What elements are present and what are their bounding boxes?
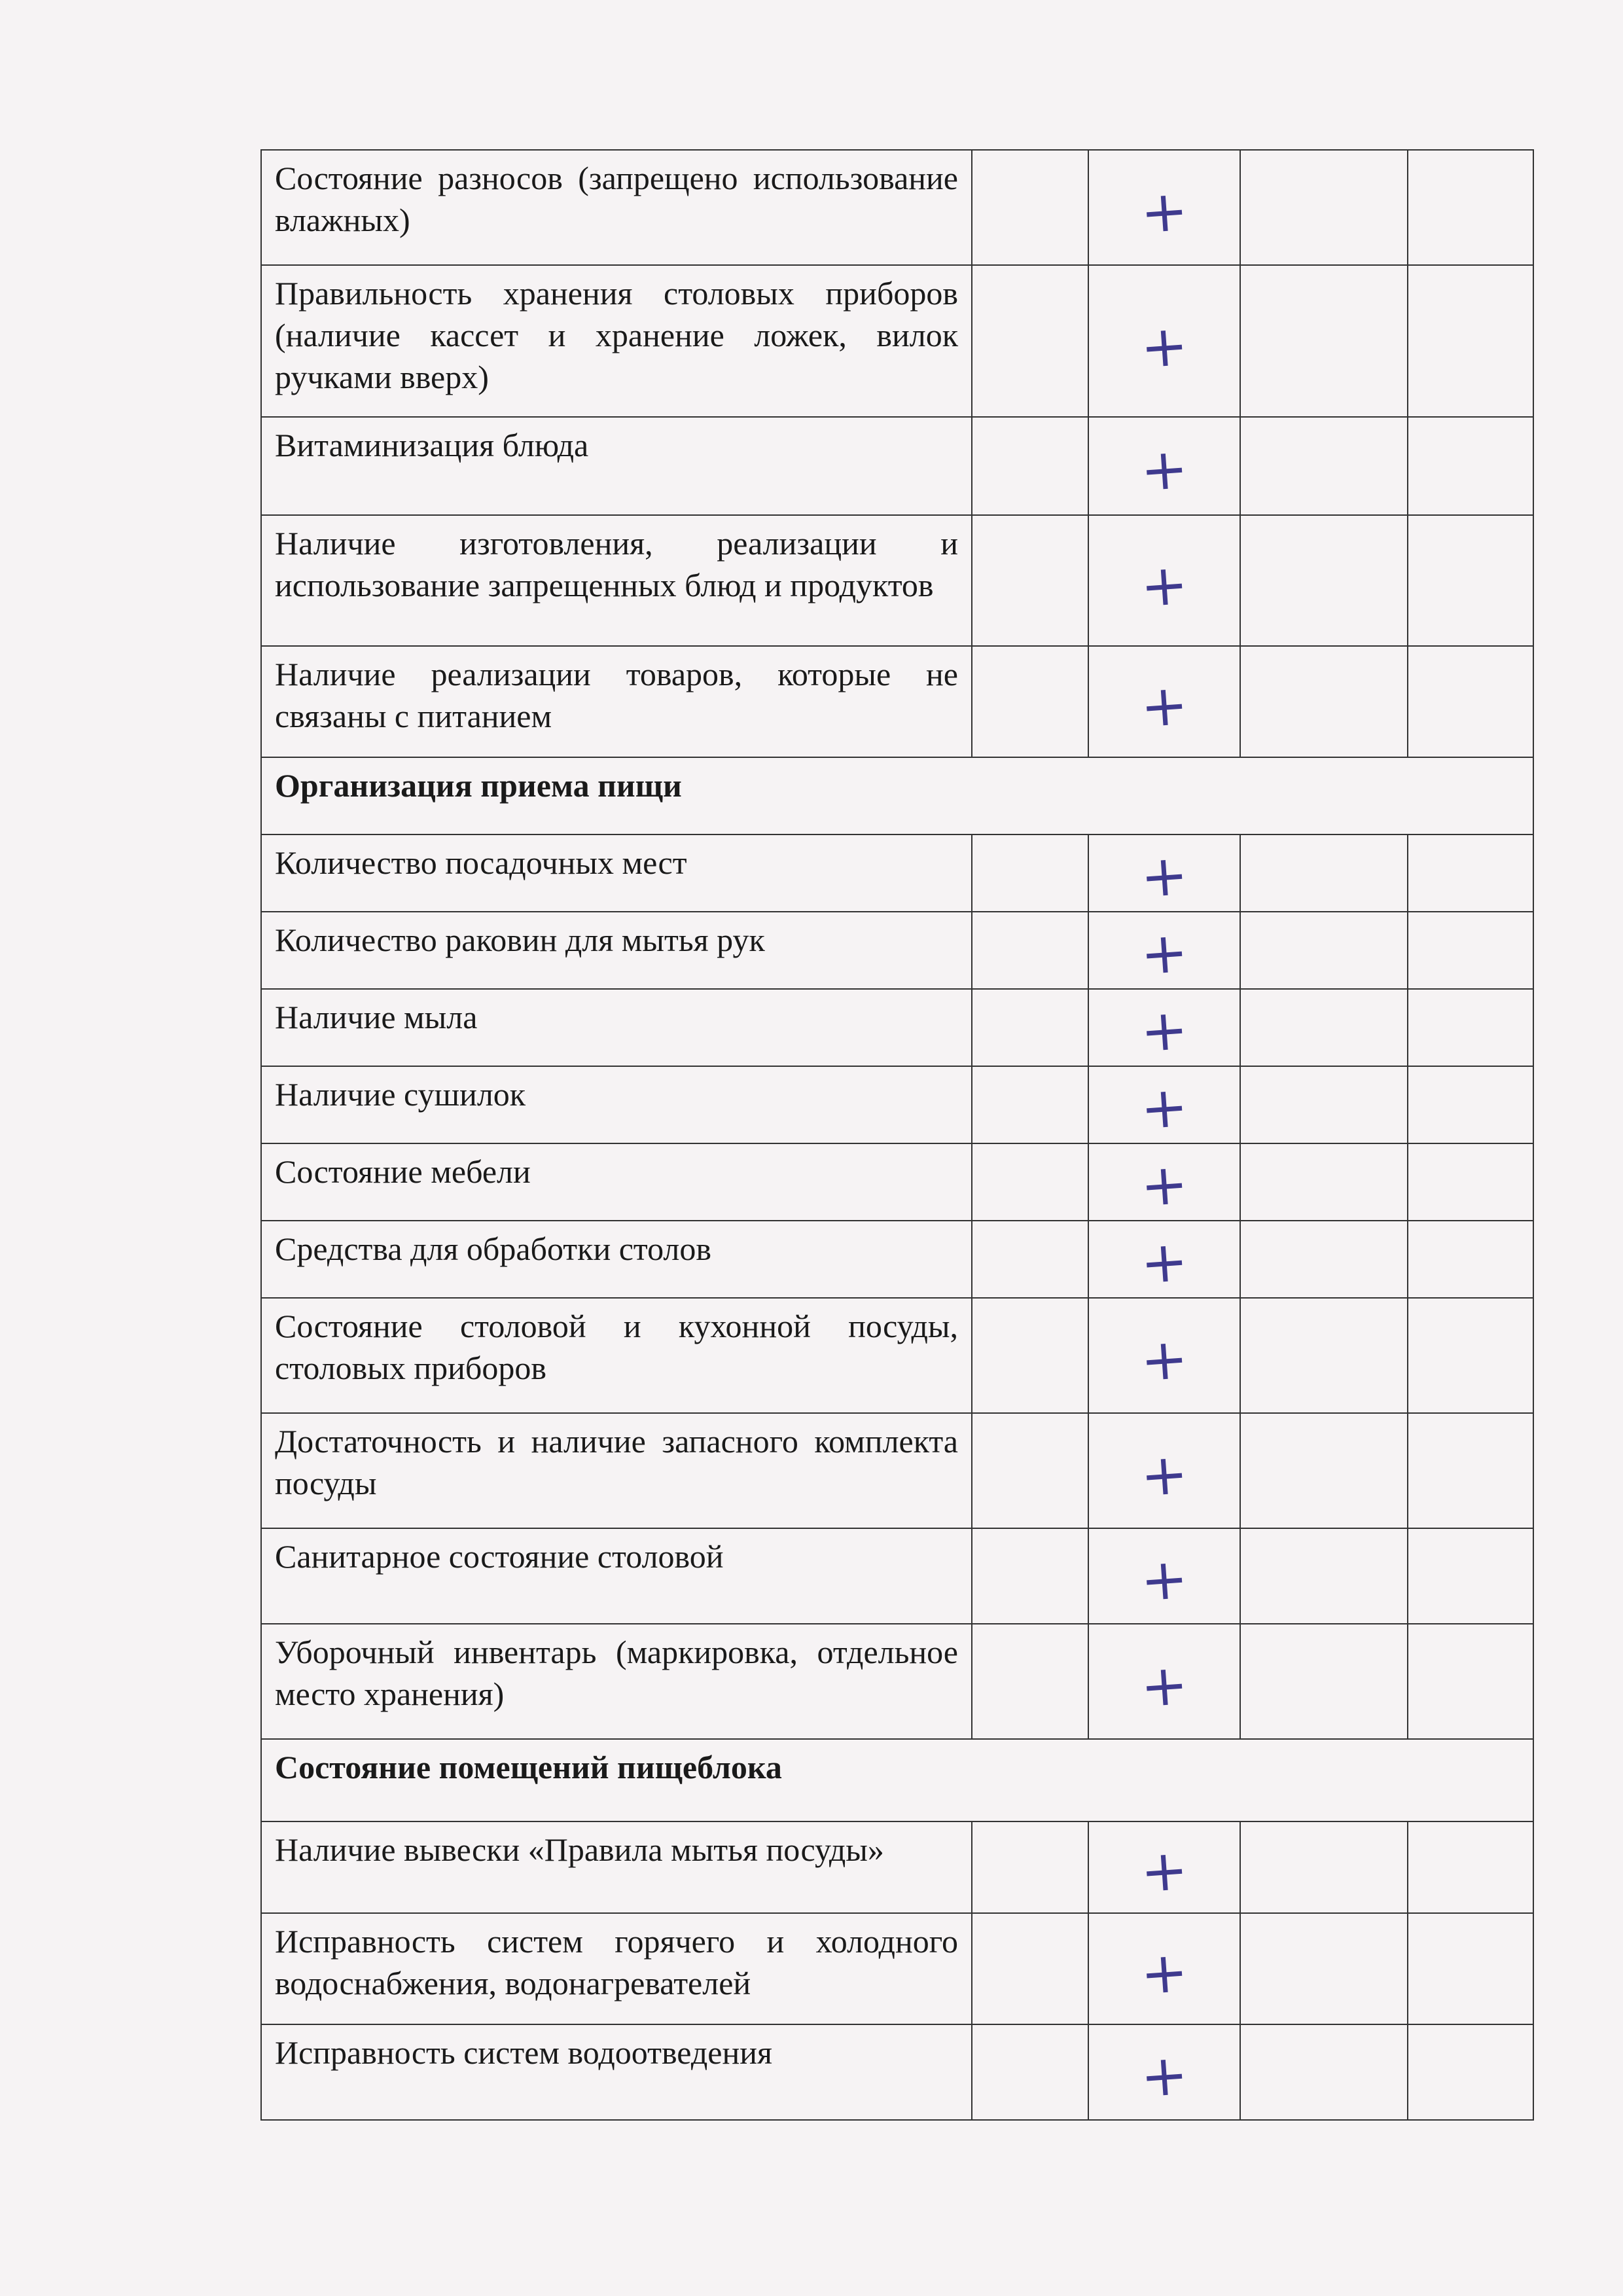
mark-cell-empty <box>1408 1624 1533 1739</box>
checklist-row <box>261 2024 1533 2120</box>
criterion-text: Состояние разносов (запрещено использование влажных) <box>261 150 972 265</box>
checklist-row <box>261 1298 1533 1413</box>
mark-cell-empty <box>972 1624 1088 1739</box>
mark-cell-empty <box>972 1298 1088 1413</box>
criterion-text: Состояние столовой и кухонной посуды, столовых приборов <box>261 1298 972 1413</box>
criterion-text: Наличие мыла <box>261 989 972 1066</box>
mark-cell-empty <box>1240 1221 1408 1298</box>
handwritten-plus-mark: + <box>1138 1151 1190 1220</box>
section-header-row <box>261 757 1533 834</box>
mark-cell-empty <box>1240 1143 1408 1221</box>
mark-cell-empty <box>1240 1821 1408 1913</box>
mark-cell-empty <box>1408 265 1533 417</box>
checklist-row <box>261 1624 1533 1739</box>
mark-cell-empty <box>1408 1821 1533 1913</box>
checklist-row <box>261 1143 1533 1221</box>
mark-cell-empty <box>972 1066 1088 1143</box>
mark-cell-empty <box>1408 646 1533 757</box>
mark-cell-empty <box>1240 646 1408 757</box>
criterion-text: Уборочный инвентарь (маркировка, отдельное место хранения) <box>261 1624 972 1739</box>
handwritten-plus-mark: + <box>1138 177 1190 247</box>
mark-cell-empty <box>1240 1413 1408 1528</box>
handwritten-plus-mark: + <box>1138 1228 1190 1297</box>
criterion-text: Наличие вывески «Правила мытья посуды» <box>261 1821 972 1913</box>
mark-cell-empty <box>1408 1528 1533 1624</box>
handwritten-plus-mark: + <box>1138 672 1190 741</box>
mark-cell-checked <box>1088 1624 1240 1739</box>
section-title: Состояние помещений пищеблока <box>261 1739 1533 1821</box>
mark-cell-empty <box>972 1821 1088 1913</box>
handwritten-plus-mark: + <box>1138 996 1190 1066</box>
checklist-row <box>261 515 1533 646</box>
mark-cell-empty <box>972 1221 1088 1298</box>
section-title: Организация приема пищи <box>261 757 1533 834</box>
handwritten-plus-mark: + <box>1138 1325 1190 1395</box>
mark-cell-checked <box>1088 265 1240 417</box>
mark-cell-empty <box>972 515 1088 646</box>
mark-cell-empty <box>972 834 1088 912</box>
mark-cell-empty <box>972 417 1088 515</box>
handwritten-plus-mark: + <box>1138 1651 1190 1721</box>
criterion-text: Средства для обработки столов <box>261 1221 972 1298</box>
mark-cell-empty <box>972 1528 1088 1624</box>
mark-cell-empty <box>1240 912 1408 989</box>
mark-cell-empty <box>1408 1221 1533 1298</box>
mark-cell-empty <box>1240 1624 1408 1739</box>
criterion-text: Витаминизация блюда <box>261 417 972 515</box>
mark-cell-empty <box>972 1143 1088 1221</box>
handwritten-plus-mark: + <box>1138 1837 1190 1905</box>
mark-cell-empty <box>1408 1066 1533 1143</box>
handwritten-plus-mark: + <box>1138 919 1190 988</box>
checklist-row <box>261 1221 1533 1298</box>
criterion-text: Достаточность и наличие запасного комплекта посуды <box>261 1413 972 1528</box>
mark-cell-checked <box>1088 2024 1240 2120</box>
handwritten-plus-mark: + <box>1138 551 1190 620</box>
mark-cell-empty <box>1408 515 1533 646</box>
checklist-row <box>261 989 1533 1066</box>
mark-cell-empty <box>972 1913 1088 2024</box>
handwritten-plus-mark: + <box>1138 1441 1190 1510</box>
mark-cell-empty <box>1408 417 1533 515</box>
mark-cell-checked <box>1088 515 1240 646</box>
checklist-table <box>260 149 1534 2121</box>
mark-cell-empty <box>1240 2024 1408 2120</box>
mark-cell-empty <box>1408 989 1533 1066</box>
mark-cell-empty <box>972 912 1088 989</box>
mark-cell-empty <box>1240 1913 1408 2024</box>
handwritten-plus-mark: + <box>1138 1939 1190 2008</box>
checklist-row <box>261 912 1533 989</box>
criterion-text: Наличие реализации товаров, которые не связаны с питанием <box>261 646 972 757</box>
mark-cell-checked <box>1088 1821 1240 1913</box>
criterion-text: Состояние мебели <box>261 1143 972 1221</box>
mark-cell-empty <box>1240 1298 1408 1413</box>
criterion-text: Наличие сушилок <box>261 1066 972 1143</box>
mark-cell-empty <box>972 1413 1088 1528</box>
mark-cell-empty <box>1408 1913 1533 2024</box>
mark-cell-empty <box>1240 834 1408 912</box>
mark-cell-checked <box>1088 150 1240 265</box>
mark-cell-empty <box>1240 1528 1408 1624</box>
section-header-row <box>261 1739 1533 1821</box>
mark-cell-empty <box>1240 417 1408 515</box>
mark-cell-empty <box>972 265 1088 417</box>
criterion-text: Правильность хранения столовых приборов (наличие кассет и хранение ложек, вилок ручками вверх) <box>261 265 972 417</box>
mark-cell-empty <box>972 150 1088 265</box>
mark-cell-empty <box>972 2024 1088 2120</box>
mark-cell-checked <box>1088 1221 1240 1298</box>
handwritten-plus-mark: + <box>1138 842 1190 911</box>
checklist-row <box>261 1913 1533 2024</box>
checklist-row <box>261 1066 1533 1143</box>
checklist-row <box>261 1821 1533 1913</box>
mark-cell-checked <box>1088 1413 1240 1528</box>
checklist-row <box>261 1528 1533 1624</box>
handwritten-plus-mark: + <box>1138 1073 1190 1143</box>
mark-cell-empty <box>1240 150 1408 265</box>
mark-cell-empty <box>1240 265 1408 417</box>
mark-cell-empty <box>1408 2024 1533 2120</box>
criterion-text: Исправность систем водоотведения <box>261 2024 972 2120</box>
mark-cell-checked <box>1088 989 1240 1066</box>
mark-cell-checked <box>1088 912 1240 989</box>
checklist-row <box>261 265 1533 417</box>
criterion-text: Количество посадочных мест <box>261 834 972 912</box>
mark-cell-checked <box>1088 1298 1240 1413</box>
checklist-row <box>261 646 1533 757</box>
criterion-text: Количество раковин для мытья рук <box>261 912 972 989</box>
checklist-body <box>261 150 1533 2120</box>
mark-cell-empty <box>1408 912 1533 989</box>
mark-cell-checked <box>1088 646 1240 757</box>
mark-cell-empty <box>1240 1066 1408 1143</box>
handwritten-plus-mark: + <box>1138 435 1190 505</box>
mark-cell-checked <box>1088 1066 1240 1143</box>
mark-cell-checked <box>1088 834 1240 912</box>
mark-cell-empty <box>1408 1298 1533 1413</box>
mark-cell-empty <box>1408 834 1533 912</box>
checklist-row <box>261 417 1533 515</box>
handwritten-plus-mark: + <box>1138 1545 1190 1615</box>
mark-cell-empty <box>1408 1413 1533 1528</box>
criterion-text: Санитарное состояние столовой <box>261 1528 972 1624</box>
mark-cell-empty <box>972 989 1088 1066</box>
checklist-row <box>261 1413 1533 1528</box>
mark-cell-empty <box>1240 989 1408 1066</box>
mark-cell-checked <box>1088 1528 1240 1624</box>
criterion-text: Исправность систем горячего и холодного водоснабжения, водонагревателей <box>261 1913 972 2024</box>
checklist-row <box>261 150 1533 265</box>
mark-cell-empty <box>972 646 1088 757</box>
mark-cell-empty <box>1408 150 1533 265</box>
mark-cell-checked <box>1088 1143 1240 1221</box>
mark-cell-checked <box>1088 417 1240 515</box>
mark-cell-empty <box>1408 1143 1533 1221</box>
criterion-text: Наличие изготовления, реализации и использование запрещенных блюд и продуктов <box>261 515 972 646</box>
handwritten-plus-mark: + <box>1138 312 1190 382</box>
handwritten-plus-mark: + <box>1138 2041 1190 2111</box>
mark-cell-empty <box>1240 515 1408 646</box>
mark-cell-checked <box>1088 1913 1240 2024</box>
checklist-row <box>261 834 1533 912</box>
